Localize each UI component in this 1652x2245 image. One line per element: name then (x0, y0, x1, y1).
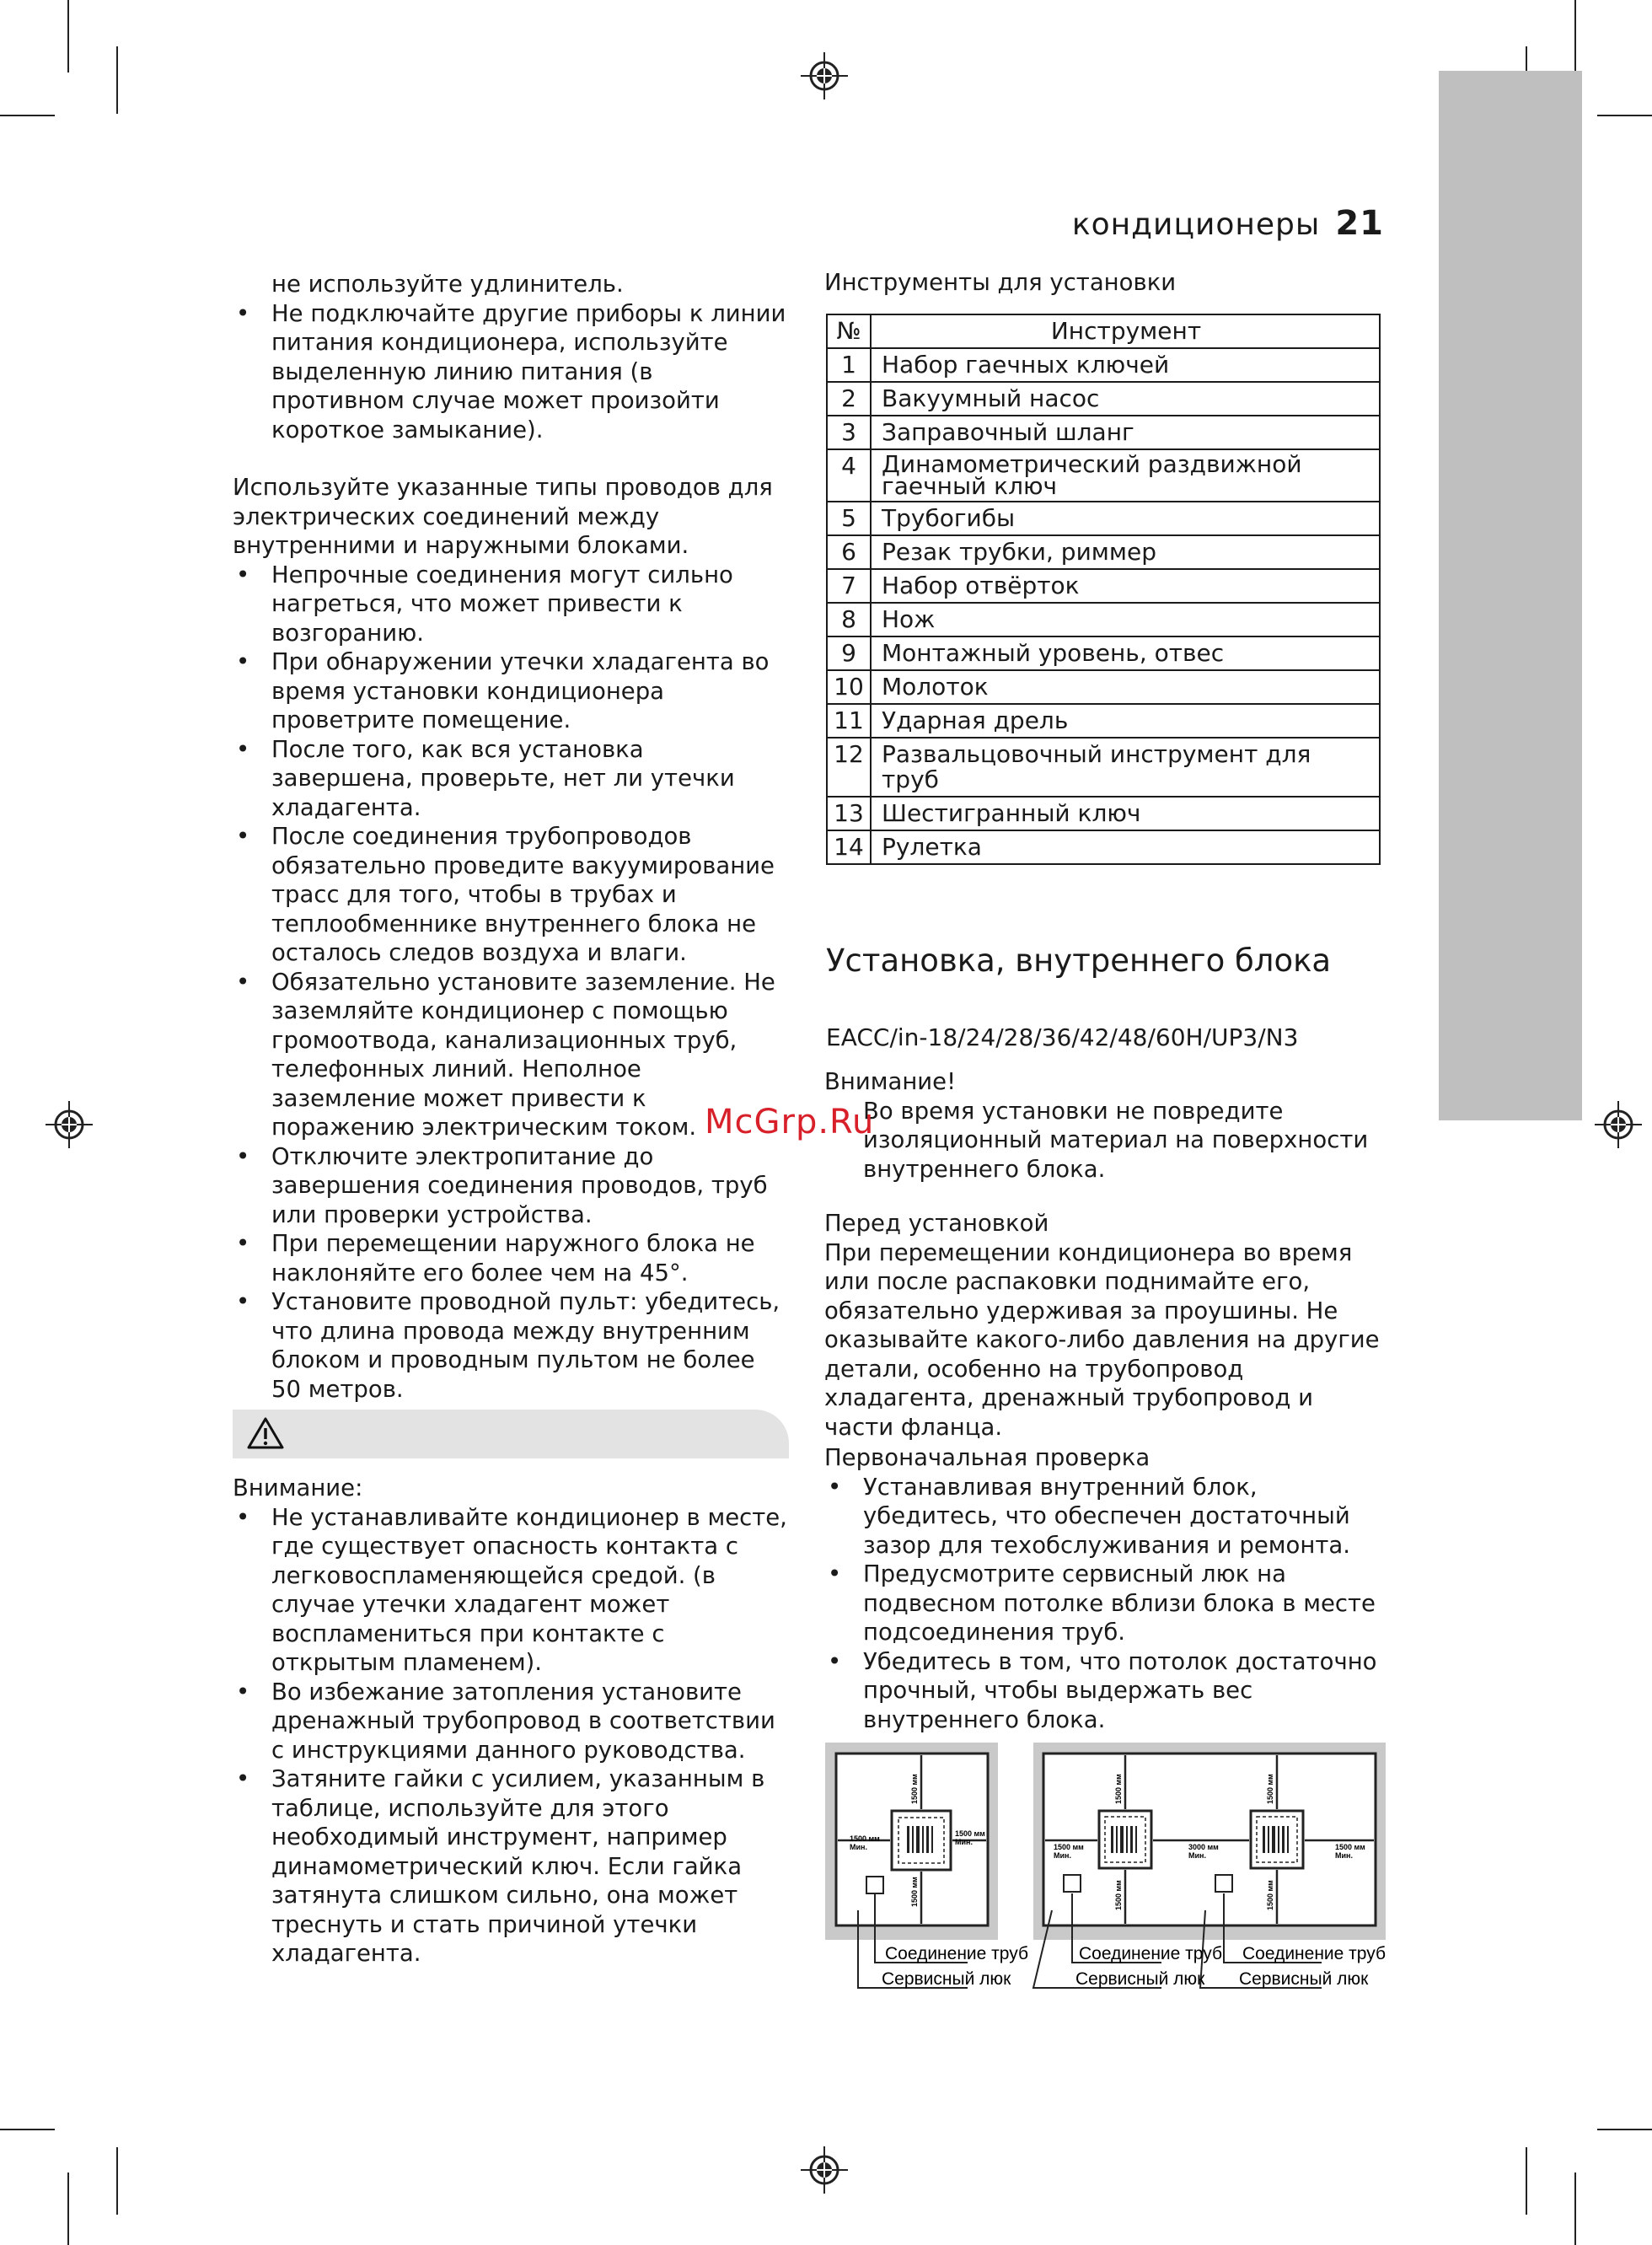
tool-name: Рулетка (871, 830, 1380, 864)
dim-label: Мин. (1054, 1851, 1071, 1860)
crop-mark (116, 2147, 118, 2215)
left-column (233, 270, 789, 1404)
left-column-warning (233, 1474, 789, 1968)
header-cell: Инструмент (871, 314, 1380, 348)
before-install-block (824, 1209, 1381, 1442)
tools-title: Инструменты для установки (824, 269, 1177, 296)
list-item: • При обнаружении утечки хладагента во время установки кондиционера проветрите помещение. (233, 647, 789, 735)
tool-name: Резак трубки, риммер (871, 535, 1380, 569)
table-row (827, 416, 1380, 449)
tool-name: Набор отвёрток (871, 569, 1380, 603)
table-row (827, 603, 1380, 636)
installation-clearance-diagram (824, 1742, 1389, 2005)
table-row (827, 797, 1380, 830)
table-row (827, 348, 1380, 382)
row-number: 3 (827, 416, 871, 449)
tool-name: Шестигранный ключ (871, 797, 1380, 830)
bullet-continuation: не используйте удлинитель. (271, 271, 624, 298)
tool-name: Молоток (871, 670, 1380, 704)
wires-paragraph: Используйте указанные типы проводов для электрических соединений между внутренними и наружными блоками. (233, 474, 773, 559)
row-number: 10 (827, 670, 871, 704)
check-list (824, 1473, 1381, 1735)
list-item: • При перемещении наружного блока не наклоняйте его более чем на 45°. (233, 1229, 789, 1287)
row-number: 14 (827, 830, 871, 864)
dim-label: 3000 мм (1188, 1843, 1219, 1851)
list-item: • После соединения трубопроводов обязательно проведите вакуумирование трасс для того, чтобы в трубах и теплообменнике внутреннего блока не осталось следов воздуха и влаги. (233, 822, 789, 968)
table-row (827, 670, 1380, 704)
crop-mark (67, 0, 69, 73)
table-row (827, 738, 1380, 797)
side-tab (1439, 71, 1582, 1120)
row-number: 8 (827, 603, 871, 636)
pipe-connection-label: Соединение труб (1242, 1944, 1386, 1963)
warning-label: Внимание: (233, 1474, 363, 1501)
dim-label: 1500 мм (1114, 1774, 1123, 1804)
tool-name: Нож (871, 603, 1380, 636)
list-item: • Затяните гайки с усилием, указанным в таблице, используйте для этого необходимый инструмент, например динамометрический ключ. Если гайка затянута слишком сильно, она может треснуть и стать причиной утечки хладагента. (233, 1764, 789, 1968)
crop-mark (1526, 2147, 1527, 2215)
initial-check-block (824, 1443, 1381, 1734)
attention-title: Внимание! (824, 1068, 957, 1095)
model-number: EACC/in-18/24/28/36/42/48/60H/UP3/N3 (826, 1023, 1299, 1051)
pipe-connection-label: Соединение труб (885, 1944, 1028, 1963)
list-item: • Не подключайте другие приборы к линии питания кондиционера, используйте выделенную линию питания (в противном случае может произойти короткое замыкание). (233, 299, 789, 445)
row-number: 6 (827, 535, 871, 569)
section-title: Установка, внутреннего блока (826, 943, 1332, 979)
table-row (827, 502, 1380, 535)
row-number: 4 (827, 449, 871, 502)
table-row (827, 569, 1380, 603)
header-cell: № (827, 314, 871, 348)
indoor-unit (1251, 1811, 1303, 1868)
service-hatch (1215, 1875, 1232, 1892)
list-item: • Предусмотрите сервисный люк на подвесном потолке вблизи блока в месте подсоединения труб. (824, 1560, 1381, 1647)
table-row (827, 535, 1380, 569)
service-hatch-label: Сервисный люк (882, 1969, 1011, 1989)
row-number: 7 (827, 569, 871, 603)
list-item: • Установите проводной пульт: убедитесь, что длина провода между внутренним блоком и проводным пультом не более 50 метров. (233, 1287, 789, 1404)
page-number: 21 (1335, 204, 1384, 243)
dim-label: 1500 мм (955, 1829, 985, 1838)
row-number: 11 (827, 704, 871, 738)
dim-label: 1500 мм (910, 1774, 919, 1804)
dim-label: Мин. (955, 1838, 973, 1846)
dim-label: 1500 мм (1054, 1843, 1084, 1851)
row-number: 2 (827, 382, 871, 416)
list-item: • Непрочные соединения могут сильно нагреться, что может привести к возгоранию. (233, 561, 789, 648)
bullet-list-a (233, 299, 789, 445)
table-header-row (827, 314, 1380, 348)
registration-mark-icon (46, 1101, 93, 1148)
header-title: кондиционеры (1071, 207, 1321, 242)
crop-mark (1574, 2172, 1576, 2245)
service-hatch-label: Сервисный люк (1239, 1969, 1369, 1989)
dim-label: 1500 мм (850, 1834, 880, 1843)
row-number: 5 (827, 502, 871, 535)
table-row (827, 382, 1380, 416)
table-row (827, 449, 1380, 502)
crop-mark (116, 46, 118, 114)
dim-label: Мин. (850, 1843, 867, 1851)
indoor-unit (892, 1811, 951, 1870)
bullet-list-c (233, 1503, 789, 1968)
crop-mark (67, 2172, 69, 2245)
row-number: 13 (827, 797, 871, 830)
registration-mark-icon (1595, 1101, 1642, 1148)
list-item: • Не устанавливайте кондиционер в месте, где существует опасность контакта с легковоспламеняющейся средой. (в случае утечки хладагент может воспламениться при контакте с открытым пламенем). (233, 1503, 789, 1678)
warning-triangle-icon (246, 1416, 285, 1450)
dim-label: Мин. (1335, 1851, 1353, 1860)
list-item: • Убедитесь в том, что потолок достаточно прочный, чтобы выдержать вес внутреннего блока. (824, 1647, 1381, 1735)
pipe-connection-label: Соединение труб (1079, 1944, 1222, 1963)
tool-name: Динамометрический раздвижной гаечный ключ (871, 449, 1380, 502)
list-item: • После того, как вся установка завершена, проверьте, нет ли утечки хладагента. (233, 735, 789, 823)
row-number: 9 (827, 636, 871, 670)
list-item: • Во избежание затопления установите дренажный трубопровод в соответствии с инструкциями данного руководства. (233, 1678, 789, 1765)
page-header (1072, 204, 1384, 243)
tool-name: Заправочный шланг (871, 416, 1380, 449)
crop-mark (1574, 0, 1576, 73)
crop-mark (1597, 115, 1652, 116)
list-item: • Обязательно установите заземление. Не заземляйте кондиционер с помощью громоотвода, канализационных труб, телефонных линий. Неполное заземление может привести к поражению электрическим током. (233, 968, 789, 1142)
crop-mark (0, 2129, 55, 2130)
dim-label: 1500 мм (1114, 1880, 1123, 1910)
indoor-unit (1099, 1811, 1151, 1868)
row-number: 12 (827, 738, 871, 797)
before-text: При перемещении кондиционера во время или после распаковки поднимайте его, обязательно удерживая за проушины. Не оказывайте какого-либо давления на другие детали, особенно на трубопровод хладагента, дренажный трубопровод и части фланца. (824, 1238, 1380, 1441)
dim-label: 1500 мм (910, 1877, 919, 1907)
attention-text: Во время установки не повредите изоляционный материал на поверхности внутреннего блока. (863, 1097, 1369, 1183)
warning-bar (233, 1410, 789, 1458)
tool-name: Трубогибы (871, 502, 1380, 535)
crop-mark (1597, 2129, 1652, 2130)
watermark: McGrp.Ru (705, 1103, 875, 1141)
dim-label: 1500 мм (1266, 1774, 1274, 1804)
dim-label: 1500 мм (1266, 1880, 1274, 1910)
service-hatch-label: Сервисный люк (1075, 1969, 1205, 1989)
list-item: • Отключите электропитание до завершения соединения проводов, труб или проверки устройства. (233, 1142, 789, 1230)
tool-name: Монтажный уровень, отвес (871, 636, 1380, 670)
table-row (827, 704, 1380, 738)
bullet-list-b (233, 561, 789, 1404)
check-title: Первоначальная проверка (824, 1444, 1150, 1471)
tool-name: Развальцовочный инструмент для труб (871, 738, 1380, 797)
row-number: 1 (827, 348, 871, 382)
registration-mark-icon (801, 52, 848, 99)
tool-name: Ударная дрель (871, 704, 1380, 738)
dim-label: Мин. (1188, 1851, 1206, 1860)
attention-block (824, 1067, 1381, 1184)
crop-mark (0, 115, 55, 116)
registration-mark-icon (801, 2146, 848, 2194)
tool-name: Вакуумный насос (871, 382, 1380, 416)
list-item: • Устанавливая внутренний блок, убедитесь, что обеспечен достаточный зазор для техобслуживания и ремонта. (824, 1473, 1381, 1560)
service-hatch (1064, 1875, 1081, 1892)
table-row (827, 830, 1380, 864)
before-title: Перед установкой (824, 1210, 1049, 1237)
table-row (827, 636, 1380, 670)
tools-table (826, 314, 1381, 865)
tool-name: Набор гаечных ключей (871, 348, 1380, 382)
service-hatch (866, 1877, 883, 1893)
dim-label: 1500 мм (1335, 1843, 1365, 1851)
